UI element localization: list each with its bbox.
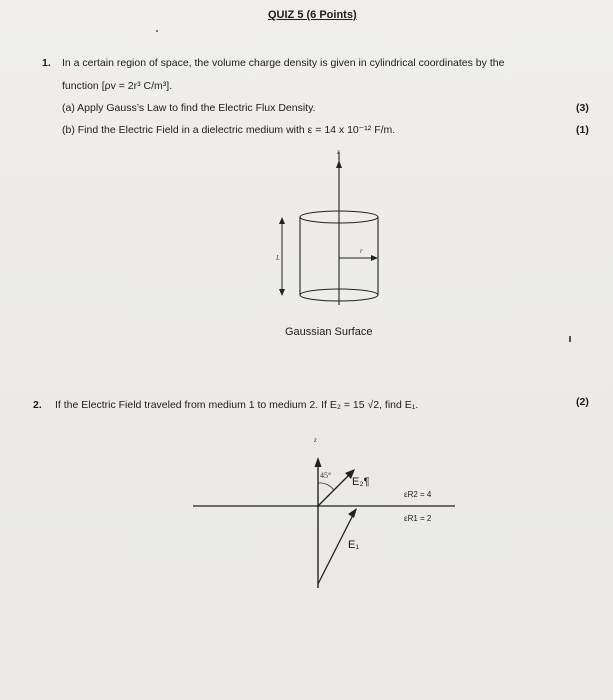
q2-text: If the Electric Field traveled from medium 1 to medium 2. If E₂ = 15 √2, find E₁. — [55, 399, 419, 411]
gaussian-cylinder-figure — [260, 140, 390, 310]
q2-z-label: z — [314, 436, 317, 444]
angle-arc — [318, 483, 334, 490]
radius-arrowhead — [371, 255, 378, 261]
e1-label: E₁ — [348, 539, 360, 551]
q1-number: 1. — [42, 57, 51, 69]
q1-part-b-marks: (1) — [576, 124, 589, 136]
length-arrowhead-top — [279, 217, 285, 224]
q2-marks: (2) — [576, 396, 589, 408]
boundary-figure — [190, 430, 460, 595]
q1-z-label: z — [337, 148, 340, 156]
eps-r2-label: εR2 = 4 — [404, 490, 432, 499]
q1-text-line1: In a certain region of space, the volume charge density is given in cylindrical coordinates by the — [62, 57, 505, 69]
q1-text-line2: function [ρv = 2r³ C/m³]. — [62, 80, 173, 92]
q1-part-a-marks: (3) — [576, 102, 589, 114]
length-label: L — [276, 254, 280, 262]
angle-label: 45° — [320, 471, 332, 480]
e1-arrowhead — [348, 508, 357, 518]
q2-number: 2. — [33, 399, 42, 411]
quiz-title: QUIZ 5 (6 Points) — [268, 9, 357, 21]
radius-label: r — [360, 247, 363, 255]
gaussian-surface-caption: Gaussian Surface — [285, 326, 373, 338]
length-arrowhead-bottom — [279, 289, 285, 296]
q1-z-arrowhead — [336, 160, 342, 168]
eps-r1-label: εR1 = 2 — [404, 514, 432, 523]
normal-arrowhead — [315, 457, 322, 467]
e2-label: E₂¶ — [352, 476, 370, 488]
scan-dot — [156, 30, 158, 32]
q1-part-b: (b) Find the Electric Field in a dielectric medium with ε = 14 x 10⁻¹² F/m. — [62, 124, 396, 136]
scan-mark — [569, 336, 571, 342]
q1-part-a: (a) Apply Gauss’s Law to find the Electric Flux Density. — [62, 102, 316, 114]
